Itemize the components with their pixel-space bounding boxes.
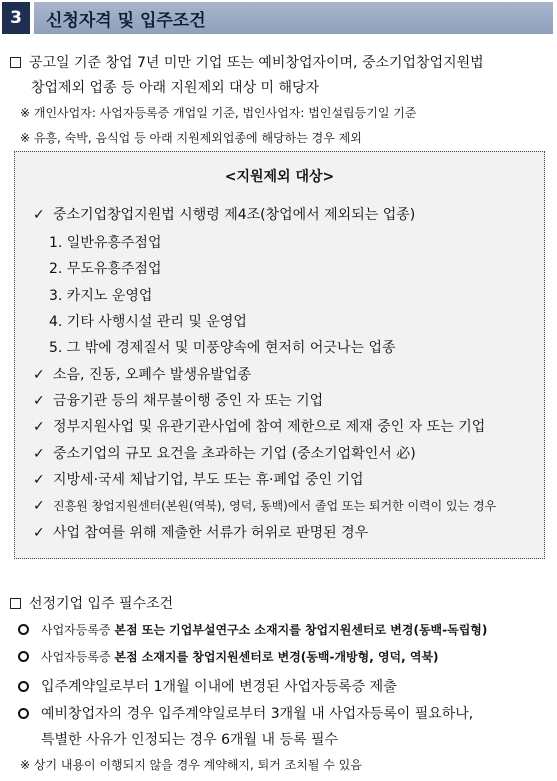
exclusion-check-item	[33, 497, 496, 514]
check-icon: ✓	[33, 498, 45, 514]
condition-item	[18, 621, 487, 638]
circle-bullet-icon	[18, 681, 29, 692]
section-header	[2, 2, 553, 34]
exclusion-check-item	[33, 364, 251, 384]
exclusion-check-text: 정부지원사업 및 유관기관사업에 참여 제한으로 제재 중인 자 또는 기업	[53, 419, 486, 435]
condition-text: 사업자등록증	[41, 650, 115, 664]
numbered-item: 1. 일반유흥주점업	[49, 235, 162, 251]
conditions-footnote: ※ 상기 내용이 이행되지 않을 경우 계약해지, 퇴거 조치될 수 있음	[20, 758, 362, 772]
condition-item	[18, 676, 397, 696]
numbered-item: 4. 기타 사행시설 관리 및 운영업	[49, 314, 247, 330]
checkbox-square-icon	[10, 598, 21, 609]
check-icon: ✓	[33, 367, 45, 383]
condition-emphasis: 본점 또는 기업부설연구소 소재지를 창업지원센터로 변경(동백-독립형)	[114, 623, 488, 637]
circle-bullet-icon	[18, 651, 29, 662]
check-icon: ✓	[33, 525, 45, 541]
eligibility-text1: 공고일 기준 창업 7년 미만 기업 또는 예비창업자이며, 중소기업창업지원법	[29, 55, 484, 71]
circle-bullet-icon	[18, 624, 29, 635]
exclusion-check-text: 사업 참여를 위해 제출한 서류가 허위로 판명된 경우	[53, 525, 369, 541]
exclusion-box	[14, 151, 545, 559]
numbered-item: 2. 무도유흥주점업	[49, 261, 162, 277]
exclusion-check-text: 소음, 진동, 오폐수 발생유발업종	[53, 367, 252, 383]
check-icon: ✓	[33, 446, 45, 462]
section-title: 신청자격 및 입주조건	[34, 2, 553, 34]
condition-item-continued: 특별한 사유가 인정되는 경우 6개월 내 등록 필수	[41, 732, 339, 748]
exclusion-check-text: 지방세·국세 체납기업, 부도 또는 휴·폐업 중인 기업	[53, 472, 364, 488]
check-icon: ✓	[33, 419, 45, 435]
condition-item	[18, 703, 473, 723]
exclusion-check-item	[33, 443, 416, 463]
conditions-heading	[10, 593, 173, 613]
numbered-item: 3. 카지노 운영업	[49, 288, 153, 304]
exclusion-title: <지원제외 대상>	[224, 169, 335, 185]
check-icon: ✓	[33, 393, 45, 409]
conditions-heading-text: 선정기업 입주 필수조건	[29, 596, 174, 612]
exclusion-check-item	[33, 416, 485, 436]
condition-text: 사업자등록증	[41, 623, 115, 637]
exclusion-check-item	[33, 469, 364, 489]
condition-emphasis: 본점 소재지를 창업지원센터로 변경(동백-개방형, 영덕, 역북)	[114, 650, 439, 664]
exclusion-check-text: 진흥원 창업지원센터(본원(역북), 영덕, 동백)에서 졸업 또는 퇴거한 이력이 있는 경우	[53, 499, 497, 513]
exclusion-decree	[33, 204, 415, 224]
condition-item	[18, 648, 439, 665]
eligibility-line1	[10, 52, 484, 72]
check-icon: ✓	[33, 472, 45, 488]
exclusion-check-text: 금융기관 등의 채무불이행 중인 자 또는 기업	[53, 393, 324, 409]
exclusion-decree-text: 중소기업창업지원법 시행령 제4조(창업에서 제외되는 업종)	[53, 207, 416, 223]
exclusion-check-text: 중소기업의 규모 요건을 초과하는 기업 (중소기업확인서 必)	[53, 446, 416, 462]
section-number: 3	[2, 2, 30, 34]
check-icon: ✓	[33, 207, 45, 223]
exclusion-check-item	[33, 390, 323, 410]
eligibility-line2: 창업제외 업종 등 아래 지원제외 대상 미 해당자	[31, 80, 320, 96]
condition-text: 예비창업자의 경우 입주계약일로부터 3개월 내 사업자등록이 필요하나,	[41, 706, 474, 722]
condition-text: 입주계약일로부터 1개월 이내에 변경된 사업자등록증 제출	[41, 679, 397, 695]
eligibility-note2: ※ 유흥, 숙박, 음식업 등 아래 지원제외업종에 해당하는 경우 제외	[20, 131, 362, 145]
checkbox-square-icon	[10, 57, 21, 68]
circle-bullet-icon	[18, 708, 29, 719]
eligibility-note1: ※ 개인사업자: 사업자등록증 개업일 기준, 법인사업자: 법인설립등기일 기준	[20, 106, 417, 120]
numbered-item: 5. 그 밖에 경제질서 및 미풍양속에 현저히 어긋나는 업종	[49, 340, 396, 356]
exclusion-check-item	[33, 522, 368, 542]
